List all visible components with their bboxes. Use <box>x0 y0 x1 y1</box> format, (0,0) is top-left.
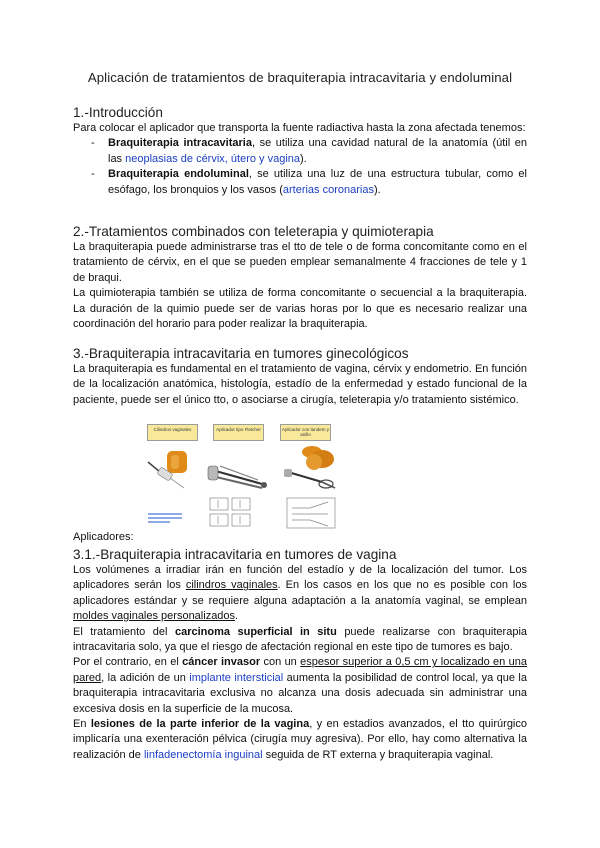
link-arterias-coronarias[interactable]: arterias coronarias <box>282 183 374 196</box>
paragraph: La braquiterapia es fundamental en el tratamiento de vagina, cérvix y endometrio. En función de la localización anatómica, histología, estadío de la enfermedad y estado funcional de la paciente, puede ser el único tto, o asociarse a cirugía, teleterapia y/o tratamiento sistémico. <box>73 363 527 406</box>
section-gynecologic <box>73 345 527 408</box>
paragraph: La quimioterapia también se utiliza de forma concomitante o secuencial a la braquiterapia. La duración de la quimio puede ser de varias horas por lo que es necesario realizar una coordinación del horario para poder realizar la braquiterapia. <box>73 287 527 331</box>
section-heading: 3.-Braquiterapia intracavitaria en tumores ginecológicos <box>73 346 409 361</box>
document-title: Aplicación de tratamientos de braquiterapia intracavitaria y endoluminal <box>87 70 513 85</box>
link-neoplasias[interactable]: neoplasias de cérvix, útero y vagina <box>125 152 301 165</box>
figure-label-fletcher: Aplicador tipo Fletcher <box>213 424 264 441</box>
list-item: - Braquiterapia endoluminal, se utiliza una luz de una estructura tubular, como el esófago, los bronquios y los vasos (arterias coronarias). <box>91 167 527 198</box>
applicators-figure <box>140 422 340 530</box>
section-heading: 3.1.-Braquiterapia intracavitaria en tumores de vagina <box>73 547 397 562</box>
paragraph: Por el contrario, en el cáncer invasor con un espesor superior a 0,5 cm y localizado en una pared, la adición de un implante intersticial aumenta la posibilidad de control local, ya que la braquiterapia intracavitaria exclusiva no alcanza una dosis adecuada sin administrar una excesiva dosis en la superficie de la mucosa. <box>73 656 528 715</box>
fletcher-diagram-icon <box>210 498 250 526</box>
section-combined-treatments <box>73 223 527 332</box>
paragraph: El tratamiento del carcinoma superficial in situ puede realizarse con braquiterapia intracavitaria solo, ya que el riesgo de afectación regional en este tipo de tumores es bajo. <box>73 625 528 654</box>
paragraph: Los volúmenes a irradiar irán en función del estadío y de la localización del tumor. Los aplicadores serán los cilindros vaginales. En los casos en los que no es posible con los aplicadores estándar y se requiere alguna adaptación a la anatomía vaginal, se emplean moldes vaginales personalizados. <box>73 564 527 623</box>
paragraph: La braquiterapia puede administrarse tras el tto de tele o de forma concomitante como en el tratamiento de cérvix, en el que se pueden emplear semanalmente 4 fracciones de tele y 1 de braqui. <box>73 241 527 284</box>
section-heading: 1.-Introducción <box>73 105 163 120</box>
intro-lead: Para colocar el aplicador que transporta la fuente radiactiva hasta la zona afectada tenemos: <box>73 122 526 134</box>
section-introduction <box>73 104 527 198</box>
term-cilindros-vaginales: cilindros vaginales <box>185 579 278 592</box>
link-linfadenectomia-inguinal[interactable]: linfadenectomía inguinal <box>143 748 263 761</box>
section-heading: 2.-Tratamientos combinados con teleterapia y quimioterapia <box>73 224 434 239</box>
applicators-illustration <box>140 422 340 530</box>
figure-caption: Aplicadores: <box>73 531 134 543</box>
applicator-types-list <box>91 136 527 198</box>
figure-label-tandem-anillo: Aplicador con tandem y anillo <box>280 424 331 441</box>
tandem-diagram-icon <box>287 498 335 528</box>
figure-label-cilindros: Cilindros vaginales <box>147 424 198 441</box>
cylinder-diagram-icon <box>148 514 182 522</box>
paragraph: En lesiones de la parte inferior de la vagina, y en estadios avanzados, el tto quirúrgico implicaría una exenteración pélvica (cirugía muy agresiva). Por ello, hay como alternativa la realización de linfadenectomía inguinal seguida de RT externa y braquiterapia vaginal. <box>73 718 527 761</box>
term-moldes-vaginales: moldes vaginales personalizados <box>73 610 236 623</box>
list-item: - Braquiterapia intracavitaria, se utiliza una cavidad natural de la anatomía (útil en las neoplasias de cérvix, útero y vagina). <box>91 136 527 167</box>
fletcher-applicator-image <box>208 466 267 488</box>
term-espesor: espesor superior a 0,5 cm y localizado en una pared <box>73 656 528 684</box>
tandem-applicator-image <box>284 469 335 488</box>
link-implante-intersticial[interactable]: implante intersticial <box>189 671 284 684</box>
section-vaginal-tumors <box>73 546 527 763</box>
